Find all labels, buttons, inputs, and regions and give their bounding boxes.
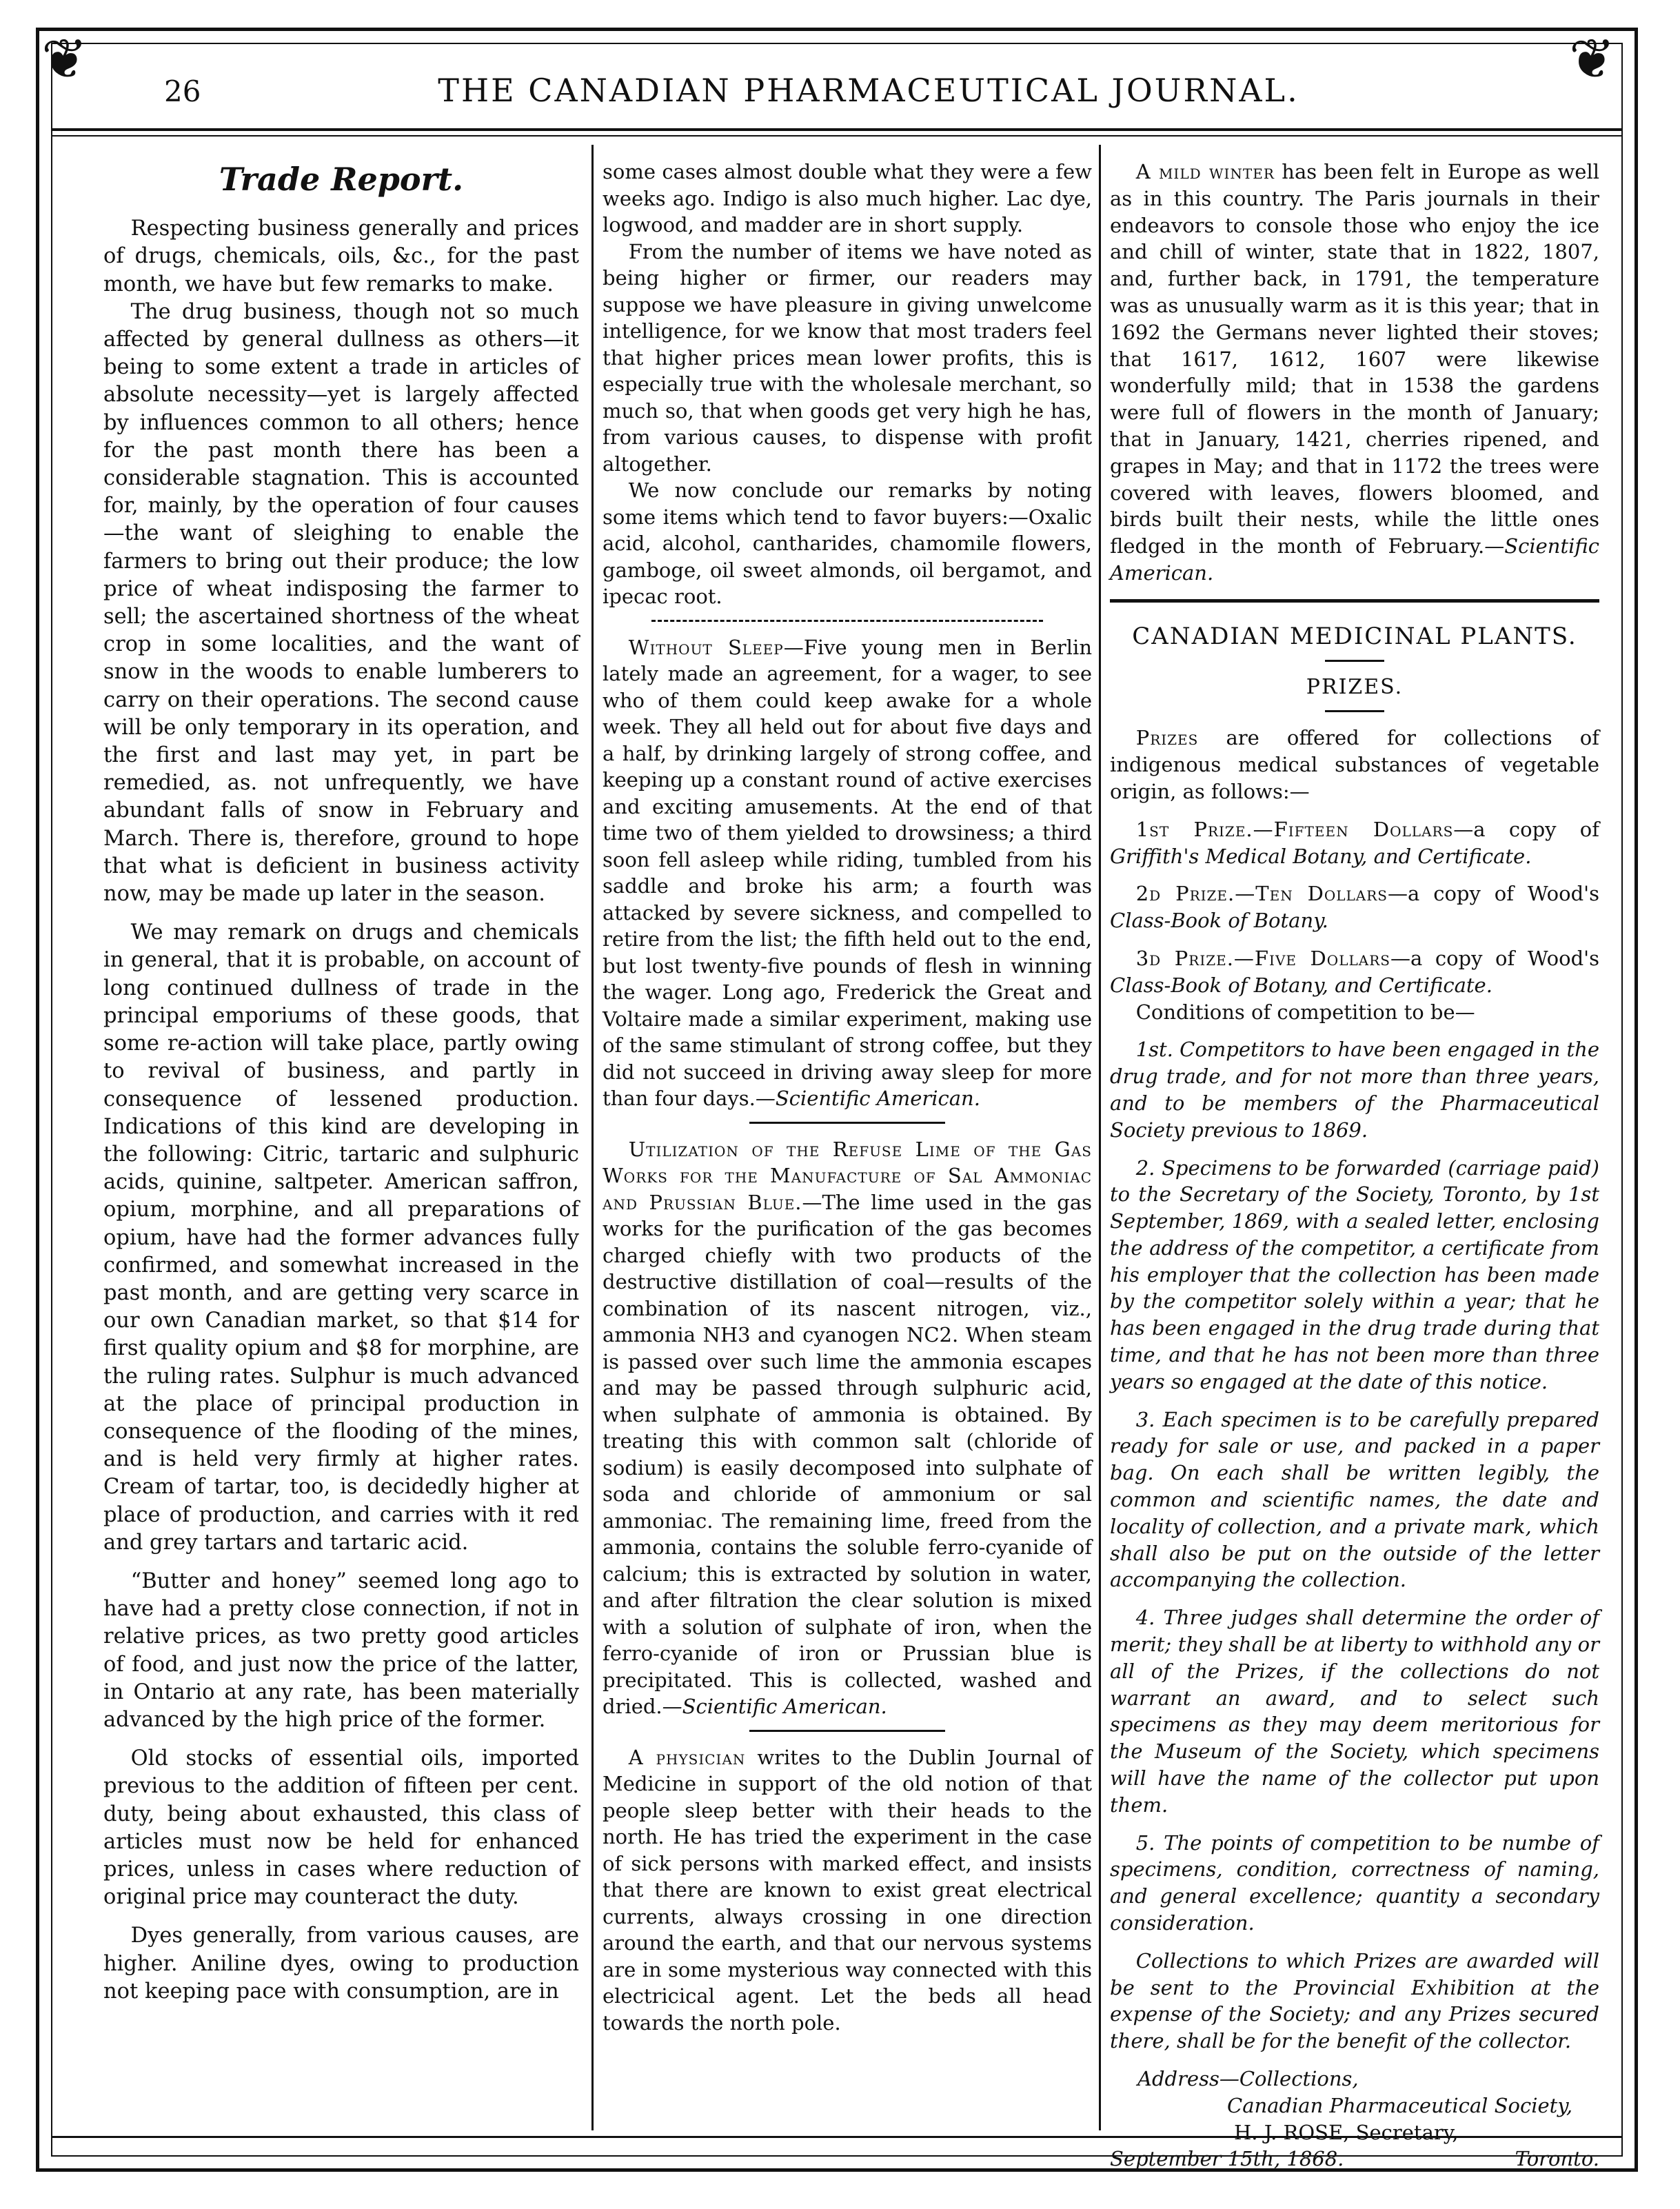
article-text: —The lime used in the gas works for the purification of the gas becomes charged chiefly with two products of the destructive distillation of coal—results of the combination of its nascent nitrogen, viz., ammonia NH3 and cyanogen NC2. When steam is passed over such lime the ammonia escapes and may be passed through sulphuric acid, when sulphate of ammonia is obtained. By treating this with common salt (chloride of sodium) is easily decomposed into sulphate of soda and chloride of ammonium or sal ammoniac. The remaining lime, freed from the ammonia, contains the soluble ferro-cyanide of calcium; this is extracted by solution in water, and after filtration the clear solution is mixed with a solution of sulphate of iron, when the ferro-cyanide of iron or Prussian blue is precipitated. This is collected, washed and dried. bbox=[603, 1190, 1092, 1718]
article-source: —Scientific American. bbox=[662, 1695, 887, 1718]
date: September 15th, 1868. bbox=[1110, 2147, 1344, 2171]
prize-text: —a copy of bbox=[1453, 817, 1599, 841]
prize-book: Class-Book of Botany. bbox=[1110, 909, 1328, 933]
section-separator bbox=[651, 620, 1043, 622]
paragraph: “Butter and honey” seemed long ago to have had a pretty close connection, if not in relative prices, as two pretty good articles of food, and just now the price of the latter, in Ontario at any rate, has been materially advanced by the high price of the former. bbox=[103, 1569, 579, 1732]
paragraph: Old stocks of essential oils, imported previous to the addition of fifteen per cent. duty, being about exhausted, this class of articles must now be held for enhanced prices, unless in cases where reduction of original price may counteract the duty. bbox=[103, 1746, 579, 1910]
column-trade-report bbox=[103, 159, 579, 2006]
paragraph: Dyes generally, from various causes, are higher. Aniline dyes, owing to production not keeping pace with consumption, are in bbox=[103, 1924, 579, 2004]
prize-3 bbox=[1110, 945, 1599, 999]
column-right bbox=[1110, 159, 1599, 2172]
corner-ornament-left-icon: ❦ bbox=[41, 27, 88, 91]
signatory: H. J. ROSE, Secretary, bbox=[1234, 2120, 1459, 2144]
prize-lead: 3d Prize.—Five Dollars bbox=[1135, 946, 1390, 970]
article-physician bbox=[603, 1744, 1092, 2037]
paragraph: We now conclude our remarks by noting some items which tend to favor buyers:—Oxalic acid, alcohol, cantharides, chamomile flowers, gamboge, oil sweet almonds, oil bergamot, and ipecac root. bbox=[603, 478, 1092, 608]
column-middle bbox=[603, 159, 1092, 2036]
paragraph: From the number of items we have noted as being higher or firmer, our readers may suppose we have pleasure in giving unwelcome intelligence, for we know that most traders feel that higher prices mean lower profits, this is especially true with the wholesale merchant, so much so, that when goods get very high he has, from various causes, to dispense with profit altogether. bbox=[603, 239, 1092, 476]
dateline bbox=[1110, 2146, 1599, 2172]
prize-lead: 2d Prize.—Ten Dollars bbox=[1135, 882, 1388, 906]
journal-title: THE CANADIAN PHARMACEUTICAL JOURNAL. bbox=[438, 72, 1299, 109]
plants-title: CANADIAN MEDICINAL PLANTS. bbox=[1132, 622, 1577, 650]
prize-1 bbox=[1110, 816, 1599, 870]
column-divider bbox=[1099, 145, 1101, 2130]
condition-item: 1st. Competitors to have been engaged in the drug trade, and for not more than three years, and to be members of the Pharmaceutical Society previous to 1869. bbox=[1110, 1038, 1599, 1142]
society-name: Canadian Pharmaceutical Society, bbox=[1227, 2093, 1573, 2117]
article-lead: A physician bbox=[628, 1745, 746, 1769]
article-source: —Scientific American. bbox=[755, 1087, 980, 1110]
column-divider bbox=[591, 145, 594, 2130]
section-title: Trade Report. bbox=[219, 161, 464, 198]
article-text: writes to the Dublin Journal of Medicine in support of the old notion of that people sleep better with their heads to the north. He has tried the experiment in the case of sick persons with marked effect, and insists that there are known to exist great electrical currents, always crossing in one direction around the earth, and that our nervous systems are in some mysterious way connected with this electricical agent. Let the beds all head towards the north pole. bbox=[603, 1745, 1092, 2035]
prizes-intro bbox=[1110, 725, 1599, 805]
prizes-intro-text: are offered for collections of indigenous medical substances of vegetable origin, as follows:— bbox=[1110, 726, 1599, 803]
conditions-intro: Conditions of competition to be— bbox=[1135, 1000, 1475, 1024]
short-rule bbox=[1325, 710, 1384, 712]
article-mild-winter bbox=[1110, 159, 1599, 587]
prizes-heading: PRIZES. bbox=[1306, 674, 1404, 699]
short-rule bbox=[1325, 660, 1384, 662]
section-separator-heavy bbox=[1110, 599, 1599, 603]
prize-book: Griffith's Medical Botany, and Certificate. bbox=[1110, 844, 1532, 868]
prize-book: Class-Book of Botany, and Certificate. bbox=[1110, 973, 1492, 997]
address-label: Address—Collections, bbox=[1137, 2067, 1359, 2090]
prizes-intro-lead: Prizes bbox=[1135, 726, 1199, 750]
header-rule-thin bbox=[51, 135, 1623, 137]
article-source: —Scientific American. bbox=[1110, 534, 1599, 585]
paragraph: The drug business, though not so much affected by general dullness as others—it being to some extent a trade in articles of absolute necessity—yet is largely affected by influences common to all others; hence for the past month there has been a considerable stagnation. This is accounted for, mainly, by the operation of four causes—the want of sleighing to enable the farmers to bring out their produce; the low price of wheat indisposing the farmer to sell; the ascertained shortness of the wheat crop in some localities, and the want of snow in the woods to enable lumberers to carry on their operations. The second cause will be only temporary in its operation, and the first and last may yet, in part be remedied, as. not unfrequently, we have abundant falls of snow in February and March. There is, therefore, ground to hope that what is deficient in business activity now, may be made up later in the season. bbox=[103, 299, 579, 907]
article-text: has been felt in Europe as well as in this country. The Paris journals in their endeavors to console those who enjoy the ice and chill of winter, state that in 1822, 1807, and, further back, in 1791, the temperature was as unusually warm as it is this year; that in 1692 the Germans never lighted their stoves; that 1617, 1612, 1607 were likewise wonderfully mild; that in 1538 the gardens were full of flowers in the month of January; that in January, 1421, cherries ripened, and grapes in May; and that in 1172 the trees were covered with leaves, flowers bloomed, and birds built their nests, while the little ones fledged in the month of February. bbox=[1110, 160, 1599, 558]
article-without-sleep bbox=[603, 634, 1092, 1112]
header-rule bbox=[51, 128, 1623, 131]
paragraph: We may remark on drugs and chemicals in general, that it is probable, on account of long continued dullness of trade in the principal emporiums of these goods, that some re-action will take place, partly owing to revival of business, and partly in consequence of lessened production. Indications of this kind are developing in the following: Citric, tartaric and sulphuric acids, quinine, saltpeter. American saffron, opium, morphine, and all preparations of opium, have had the former advances fully confirmed, and somewhat increased in the past month, and are getting very scarce in our own Canadian market, so that $14 for first quality opium and $8 for morphine, are the ruling rates. Sulphur is much advanced at the place of principal production in consequence of the flooding of the mines, and is held very firmly at higher rates. Cream of tartar, too, is decidedly higher at place of production, and carries with it red and grey tartars and tartaric acid. bbox=[103, 920, 579, 1555]
paragraph: some cases almost double what they were a few weeks ago. Indigo is also much higher. Lac dye, logwood, and madder are in short supply. bbox=[603, 160, 1092, 236]
section-separator bbox=[749, 1122, 945, 1124]
corner-ornament-right-icon: ❦ bbox=[1569, 27, 1616, 91]
prize-text: —a copy of Wood's bbox=[1388, 882, 1600, 906]
prize-lead: 1st Prize.—Fifteen Dollars bbox=[1135, 817, 1454, 841]
prize-2 bbox=[1110, 880, 1599, 934]
article-refuse-lime bbox=[603, 1136, 1092, 1720]
page-number: 26 bbox=[164, 74, 201, 108]
paragraph: Respecting business generally and prices of drugs, chemicals, oils, &c., for the past month, we have but few remarks to make. bbox=[103, 216, 579, 296]
condition-item: 2. Specimens to be forwarded (carriage paid) to the Secretary of the Society, Toronto, by 1st September, 1869, with a sealed letter, enclosing the address of the competitor, a certificate from his employer that the collection has been made by the competitor solely within a year; that he has been engaged in the drug trade during that time, and that he has not been more than three years so engaged at the date of this notice. bbox=[1110, 1156, 1599, 1393]
article-lead: Without Sleep bbox=[628, 635, 784, 659]
prize-text: —a copy of Wood's bbox=[1390, 946, 1599, 970]
section-separator bbox=[749, 1730, 945, 1732]
condition-item: Collections to which Prizes are awarded will be sent to the Provincial Exhibition at the expense of the Society; and any Prizes secured there, shall be for the benefit of the collector. bbox=[1110, 1948, 1599, 2053]
article-lead: Utilization of the Refuse Lime of the Gas Works for the Manufacture of Sal Ammoniac and Prussian Blue. bbox=[603, 1137, 1092, 1214]
article-text: —Five young men in Berlin lately made an agreement, for a wager, to see who of them could keep awake for a whole week. They all held out for about five days and a half, by drinking largely of strong coffee, and keeping up a constant round of active exercises and exciting amusements. At the end of that time two of them yielded to drowsiness; a third soon fell asleep while riding, tumbled from his saddle and broke his arm; a fourth was attacked by severe sickness, and compelled to retire from the list; the fifth held out to the end, but lost twenty-five pounds of flesh in winning the wager. Long ago, Frederick the Great and Voltaire made a similar experiment, making use of the same stimulant of strong coffee, but they did not succeed in driving away sleep for more than four days. bbox=[603, 635, 1092, 1110]
condition-item: 4. Three judges shall determine the order of merit; they shall be at liberty to withhold any or all of the Prizes, if the collections do not warrant an award, and to select such specimens as they may deem meritorious for the Museum of the Society, which specimens will have the name of the collector put upon them. bbox=[1110, 1606, 1599, 1817]
address-block bbox=[1110, 2066, 1599, 2172]
condition-item: 5. The points of competition to be numbe of specimens, condition, correctness of naming, and general excellence; quantity a secondary consideration. bbox=[1110, 1830, 1599, 1935]
place: Toronto. bbox=[1515, 2147, 1599, 2171]
condition-item: 3. Each specimen is to be carefully prepared ready for sale or use, and packed in a paper bag. On each shall be written legibly, the common and scientific names, the date and locality of collection, and a private mark, which shall also be put on the outside of the letter accompanying the collection. bbox=[1110, 1407, 1599, 1592]
article-lead: A mild winter bbox=[1135, 160, 1275, 183]
